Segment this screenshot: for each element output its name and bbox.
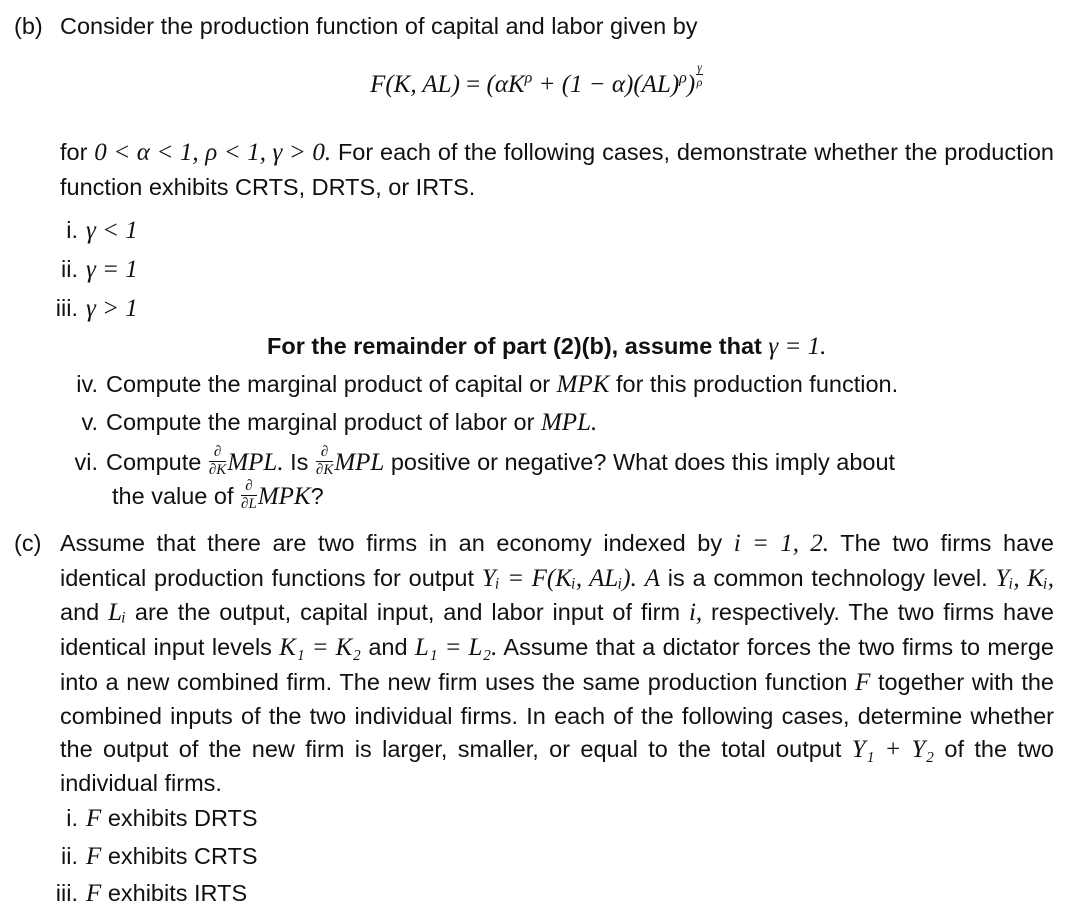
case-number: iii. xyxy=(55,295,78,321)
part-b-intro-text: Consider the production function of capital and labor given by xyxy=(60,13,698,39)
conditions-math: 0 < α < 1, ρ < 1, γ > 0. xyxy=(94,139,332,166)
part-b-label: (b) xyxy=(14,13,43,39)
case-number: i. xyxy=(66,805,78,831)
part-c-s3: is a common technology level. xyxy=(659,564,988,591)
part-c-s10: of the two individual firms. xyxy=(60,735,1054,797)
part-c-m2: Yᵢ = F(Kᵢ, ALᵢ). xyxy=(481,564,637,592)
question-text: Compute the marginal product of capital or xyxy=(106,371,551,397)
partial-num: ∂ xyxy=(241,479,257,496)
assumption-line xyxy=(267,330,826,365)
question-vi xyxy=(66,446,895,481)
part-c-s5: are the output, capital input, and labor input of firm xyxy=(125,599,681,626)
question-math: MPK xyxy=(556,371,610,398)
part-c-m9: F xyxy=(855,668,871,696)
equation-exp1: ρ xyxy=(524,69,533,87)
outer-exp-den: ρ xyxy=(696,74,703,89)
case-list-item xyxy=(46,253,138,288)
is-word: Is xyxy=(290,449,309,475)
question-math: MPL. xyxy=(540,409,598,436)
mpk-math: MPK xyxy=(257,483,311,510)
part-c-m7: K₁ = K₂ xyxy=(279,633,362,661)
partial-den: ∂K xyxy=(315,462,334,479)
part-c-s1: Assume that there are two firms in an economy indexed by xyxy=(60,530,723,556)
question-mark: ? xyxy=(310,483,324,509)
equation-outer-exponent xyxy=(696,61,703,88)
partial-den: ∂K xyxy=(208,462,227,479)
question-number: vi. xyxy=(74,449,98,475)
compute-word: Compute xyxy=(106,449,202,475)
case-list-item xyxy=(46,214,138,249)
part-c-s9: together with the combined inputs of the two individual firms. In each of the following cases, determine whether the output of the new firm is larger, smaller, or equal to the total output xyxy=(60,668,1054,762)
case-text: exhibits DRTS xyxy=(107,805,258,831)
case-math: γ < 1 xyxy=(86,217,138,244)
part-c-m3: A xyxy=(644,564,660,592)
question-text-after: for this production function. xyxy=(615,371,899,397)
part-c-m4: Yᵢ, Kᵢ, xyxy=(995,564,1055,592)
case-math: F xyxy=(86,880,102,907)
case-text: exhibits IRTS xyxy=(107,880,248,906)
question-number: iv. xyxy=(76,371,98,397)
partial-k-fraction xyxy=(209,445,226,478)
equation-rhs-close: ) xyxy=(686,71,696,98)
part-c-m8: L₁ = L₂. xyxy=(414,633,498,661)
case-list-item xyxy=(46,292,138,327)
partial-num: ∂ xyxy=(316,445,333,462)
part-c-s8: Assume that a dictator forces the two firms to merge into a new combined firm. The new firm uses the same production function xyxy=(60,633,1055,695)
case-number: i. xyxy=(66,217,78,243)
question-text: the value of xyxy=(112,483,234,509)
mpl-math: MPL xyxy=(334,449,385,476)
part-c-s2: The two firms have identical production functions for output xyxy=(60,530,1054,591)
part-c-m10: Y₁ + Y₂ xyxy=(851,735,935,763)
conditions-body: For each of the following cases, demonstrate whether the production function exhibits CRTS, DRTS, or IRTS. xyxy=(60,139,1054,200)
part-c-label: (c) xyxy=(14,530,42,556)
conditions-text xyxy=(60,136,1054,203)
part-b-conditions xyxy=(14,136,1054,206)
question-text: positive or negative? What does this imply about xyxy=(390,449,896,475)
equation-lhs: F(K, AL) xyxy=(370,71,460,98)
part-c-m5: Lᵢ xyxy=(108,599,126,627)
partial-num: ∂ xyxy=(209,445,226,462)
c-case-list-item xyxy=(46,802,258,837)
part-c-s6: respectively. The two firms have identical input levels xyxy=(60,599,1054,660)
case-number: ii. xyxy=(61,843,78,869)
part-c-m1: i = 1, 2. xyxy=(733,530,830,557)
part-c-text xyxy=(60,527,1054,800)
question-vi-line2 xyxy=(112,480,324,515)
conditions-prefix: for xyxy=(60,139,88,165)
mpl-math: MPL. xyxy=(227,449,284,476)
partial-k-fraction xyxy=(316,445,333,478)
equation-exp2: ρ xyxy=(679,69,687,87)
question-iv xyxy=(66,368,898,403)
c-case-list-item xyxy=(46,840,258,875)
question-v xyxy=(66,406,597,441)
outer-exp-num: γ xyxy=(697,59,702,74)
case-number: iii. xyxy=(55,880,78,906)
case-text: exhibits CRTS xyxy=(107,843,258,869)
case-number: ii. xyxy=(61,256,78,282)
equation-equals: = xyxy=(466,71,481,98)
production-function-equation xyxy=(0,59,1074,103)
c-case-list-item xyxy=(46,877,247,912)
case-math: γ = 1 xyxy=(86,256,138,283)
assumption-math: γ = 1. xyxy=(768,333,827,360)
equation-rhs-main: (αK xyxy=(486,71,525,98)
question-text: Compute the marginal product of labor or xyxy=(106,409,535,435)
equation-rhs-mid: + (1 − α)(AL) xyxy=(532,71,680,98)
assumption-text: For the remainder of part (2)(b), assume that xyxy=(267,333,762,359)
case-math: F xyxy=(86,805,102,832)
case-math: F xyxy=(86,843,102,870)
part-c-m6: i, xyxy=(688,599,703,627)
partial-den: ∂L xyxy=(241,496,257,513)
question-number: v. xyxy=(81,409,98,435)
partial-l-fraction xyxy=(241,479,257,512)
part-c-paragraph xyxy=(14,527,1054,797)
case-math: γ > 1 xyxy=(86,295,138,322)
part-c-s7: and xyxy=(361,633,408,660)
part-c-s4: and xyxy=(60,599,100,626)
